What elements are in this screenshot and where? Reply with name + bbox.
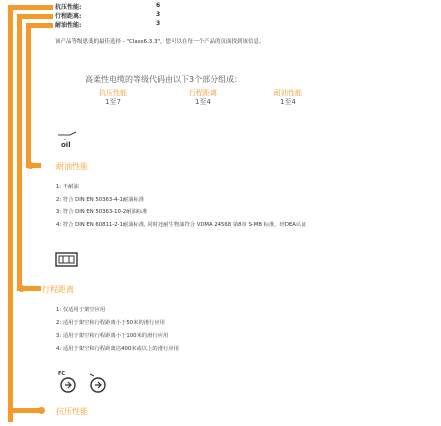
pressure-section-heading: 抗压性能 bbox=[56, 407, 88, 416]
oil-item: 3: 符合 DIN EN 50363-10-2耐油标准 bbox=[56, 209, 148, 215]
attribute-range: 1至7 bbox=[105, 98, 121, 106]
travel-item: 3: 适用于架空和行程距离小于100米的滑行应用 bbox=[56, 333, 169, 339]
oil-icon-text: oil bbox=[61, 141, 71, 149]
travel-item: 4: 适用于架空和行程距离达400米或以上的滑行应用 bbox=[56, 346, 179, 352]
travel-item: 2: 适用于架空和行程距离小于50米的滑行应用 bbox=[56, 320, 165, 326]
bracket-line-1-top bbox=[8, 5, 53, 10]
attribute-range: 1至4 bbox=[280, 98, 296, 106]
attribute-travel bbox=[168, 89, 238, 107]
attribute-name: 抗压性能 bbox=[99, 89, 127, 97]
rating-row-oil bbox=[55, 20, 161, 29]
approval-icon bbox=[87, 372, 109, 394]
bracket-line-1-vertical bbox=[8, 5, 13, 422]
oil-section-dot bbox=[27, 162, 34, 169]
cable-track-icon bbox=[55, 250, 79, 270]
oil-item: 2: 符合 DIN EN 50363-4-1耐油标准 bbox=[56, 197, 144, 203]
bracket-line-3-vertical bbox=[26, 23, 31, 168]
bracket-line-2-vertical bbox=[17, 14, 22, 291]
rating-row-travel bbox=[55, 11, 161, 20]
fc-certification-icon bbox=[57, 372, 79, 394]
bracket-line-2-top bbox=[17, 14, 53, 19]
pressure-section-dot bbox=[38, 407, 45, 414]
rating-label: 抗压性能: bbox=[55, 4, 82, 11]
intro-title: 高柔性电缆的等级代码由以下3个部分组成： bbox=[85, 75, 243, 84]
rating-value: 3 bbox=[156, 20, 161, 27]
attribute-range: 1至4 bbox=[195, 98, 211, 106]
attribute-oil bbox=[253, 89, 323, 107]
attribute-pressure bbox=[78, 89, 148, 107]
oil-section-heading: 耐油性能 bbox=[56, 162, 88, 171]
rating-value: 3 bbox=[156, 11, 161, 18]
travel-section-dot bbox=[18, 285, 25, 292]
bracket-line-3-top bbox=[26, 23, 53, 28]
oil-drop-icon bbox=[55, 131, 79, 153]
rating-label: 行程距离: bbox=[55, 13, 82, 20]
class-note: 该产品等级恩斐的最佳选择 - "Class6.3.3"，您可以在每一个产品的页面找到该信息。 bbox=[55, 39, 265, 45]
travel-item: 1: 仅适用于架空应用 bbox=[56, 307, 106, 313]
rating-row-pressure bbox=[55, 2, 161, 11]
fc-label: FC bbox=[58, 371, 66, 377]
travel-section-heading: 行程距离 bbox=[42, 285, 74, 294]
oil-item: 4: 符合 DIN EN 60811-2-1耐油标准, 同时还耐生物油符合 VDMA 24568 第8章 S-MB 标准，经DEA认证 bbox=[56, 222, 307, 228]
oil-item: 1: 不耐油 bbox=[56, 184, 79, 190]
bracket-line-1-bottom bbox=[8, 408, 41, 413]
rating-value: 6 bbox=[156, 2, 161, 9]
rating-label: 耐油性能: bbox=[55, 22, 82, 29]
attribute-name: 行程距离 bbox=[189, 89, 217, 97]
attribute-name: 耐油性能 bbox=[274, 89, 302, 97]
